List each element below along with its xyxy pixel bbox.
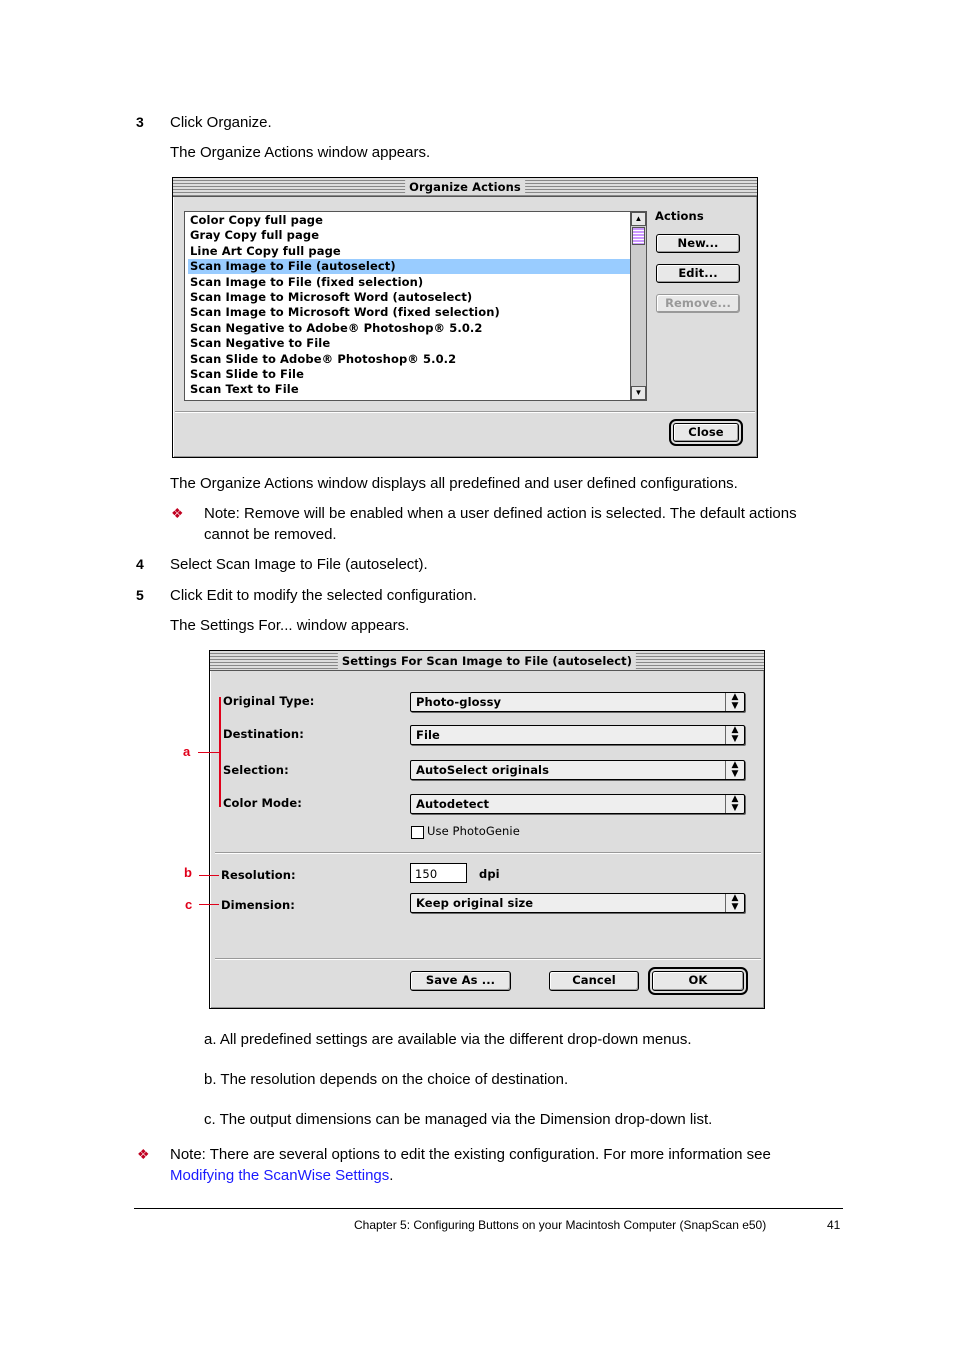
action-list-item[interactable]: Scan Image to File (autoselect) (188, 259, 630, 274)
caption-b: b. The resolution depends on the choice of destination. (204, 1071, 569, 1088)
scroll-thumb[interactable] (632, 227, 645, 245)
popup-arrows-icon: ▲ ▼ (725, 761, 744, 779)
original-type-label: Original Type: (223, 694, 315, 708)
footer-page-number: 41 (827, 1218, 841, 1232)
color-mode-popup[interactable] (410, 794, 745, 814)
step-5-result: The Settings For... window appears. (170, 617, 410, 634)
original-type-popup[interactable] (410, 692, 745, 712)
caption-a: a. All predefined settings are available via the different drop-down menus. (204, 1031, 692, 1048)
step-3-number: 3 (136, 114, 144, 130)
cancel-button[interactable]: Cancel (549, 971, 639, 991)
footer-chapter: Chapter 5: Configuring Buttons on your Macintosh Computer (SnapScan e50) (354, 1218, 767, 1232)
step-5-text: Click Edit to modify the selected configuration. (170, 587, 477, 604)
resolution-input[interactable]: 150 (410, 863, 467, 883)
action-list-item[interactable]: Gray Copy full page (190, 228, 320, 243)
resolution-label: Resolution: (221, 868, 296, 882)
step-3-result: The Organize Actions window appears. (170, 144, 431, 161)
settings-window (209, 650, 765, 1009)
actions-list[interactable] (184, 211, 647, 401)
popup-arrows-icon: ▲ ▼ (725, 795, 744, 813)
new-button[interactable]: New... (656, 234, 740, 253)
color-mode-label: Color Mode: (223, 796, 302, 810)
dimension-popup[interactable] (410, 893, 745, 913)
callout-a-label: a (183, 744, 191, 759)
step-3-text: Click Organize. (170, 114, 272, 131)
list-scrollbar[interactable] (630, 212, 646, 400)
footer-rule (134, 1208, 843, 1209)
action-list-item[interactable]: Line Art Copy full page (190, 243, 341, 258)
callout-c-leader (199, 904, 219, 905)
step-4-number: 4 (136, 556, 144, 572)
caption-c: c. The output dimensions can be managed via the Dimension drop-down list. (204, 1111, 713, 1128)
action-list-item[interactable]: Scan Text to File (190, 382, 299, 397)
organize-actions-window (172, 177, 758, 458)
callout-b-leader (199, 875, 219, 876)
note-2-text: Note: There are several options to edit the existing configuration. For more information see (170, 1146, 771, 1163)
note-2-link-line (170, 1167, 393, 1185)
dimension-value: Keep original size (416, 896, 534, 910)
settings-separator-2 (215, 958, 761, 960)
note-diamond-icon: ❖ (171, 505, 184, 521)
organize-description: The Organize Actions window displays all predefined and user defined configurations. (170, 475, 738, 492)
settings-titlebar[interactable] (210, 651, 764, 671)
action-list-item[interactable]: Scan Image to Microsoft Word (autoselect) (190, 290, 473, 304)
callout-c-label: c (185, 897, 193, 912)
scroll-down-arrow-icon[interactable]: ▼ (631, 386, 646, 400)
modifying-scanwise-settings-link[interactable]: Modifying the ScanWise Settings (170, 1167, 390, 1184)
callout-b-label: b (184, 865, 192, 880)
destination-popup[interactable] (410, 725, 745, 745)
action-list-item[interactable]: Scan Image to Microsoft Word (fixed selection) (190, 305, 500, 320)
step-5-number: 5 (136, 587, 144, 603)
actions-label: Actions (655, 209, 704, 223)
organize-separator (175, 411, 755, 413)
photogenie-label: Use PhotoGenie (427, 824, 520, 838)
edit-button[interactable]: Edit... (656, 264, 740, 283)
popup-arrows-icon: ▲ ▼ (725, 894, 744, 912)
action-list-item[interactable]: Scan Image to File (fixed selection) (190, 274, 424, 289)
selection-popup[interactable] (410, 760, 745, 780)
dimension-label: Dimension: (221, 898, 295, 912)
photogenie-checkbox[interactable] (411, 826, 424, 839)
selection-value: AutoSelect originals (416, 763, 550, 777)
note-2-end: . (389, 1167, 394, 1184)
action-list-item[interactable]: Scan Slide to Adobe® Photoshop® 5.0.2 (190, 351, 457, 366)
save-as-button[interactable]: Save As ... (410, 971, 511, 991)
popup-arrows-icon: ▲ ▼ (725, 726, 744, 744)
resolution-unit: dpi (479, 867, 500, 881)
action-list-item[interactable]: Scan Slide to File (190, 367, 304, 381)
note-diamond-icon: ❖ (137, 1146, 150, 1162)
selection-label: Selection: (223, 763, 289, 777)
original-type-value: Photo-glossy (416, 695, 502, 709)
note-1-line-1: Note: Remove will be enabled when a user defined action is selected. The default actions (204, 505, 797, 522)
color-mode-value: Autodetect (416, 797, 490, 811)
close-button[interactable]: Close (673, 423, 739, 442)
organize-titlebar[interactable] (173, 178, 757, 197)
action-list-item[interactable]: Color Copy full page (190, 213, 324, 227)
note-1-line-2: cannot be removed. (204, 526, 337, 543)
settings-window-title: Settings For Scan Image to File (autoselect) (338, 653, 636, 669)
callout-a-leader (198, 752, 220, 753)
destination-value: File (416, 728, 440, 742)
ok-button[interactable]: OK (652, 971, 744, 991)
action-list-item[interactable]: Scan Negative to Adobe® Photoshop® 5.0.2 (190, 320, 483, 335)
action-list-item[interactable]: Scan Negative to File (190, 336, 331, 351)
scroll-up-arrow-icon[interactable]: ▲ (631, 212, 646, 226)
popup-arrows-icon: ▲ ▼ (725, 693, 744, 711)
destination-label: Destination: (223, 727, 304, 741)
step-4-text: Select Scan Image to File (autoselect). (170, 556, 428, 573)
organize-window-title: Organize Actions (405, 179, 525, 195)
remove-button[interactable]: Remove... (656, 294, 740, 313)
settings-separator-1 (215, 852, 761, 854)
